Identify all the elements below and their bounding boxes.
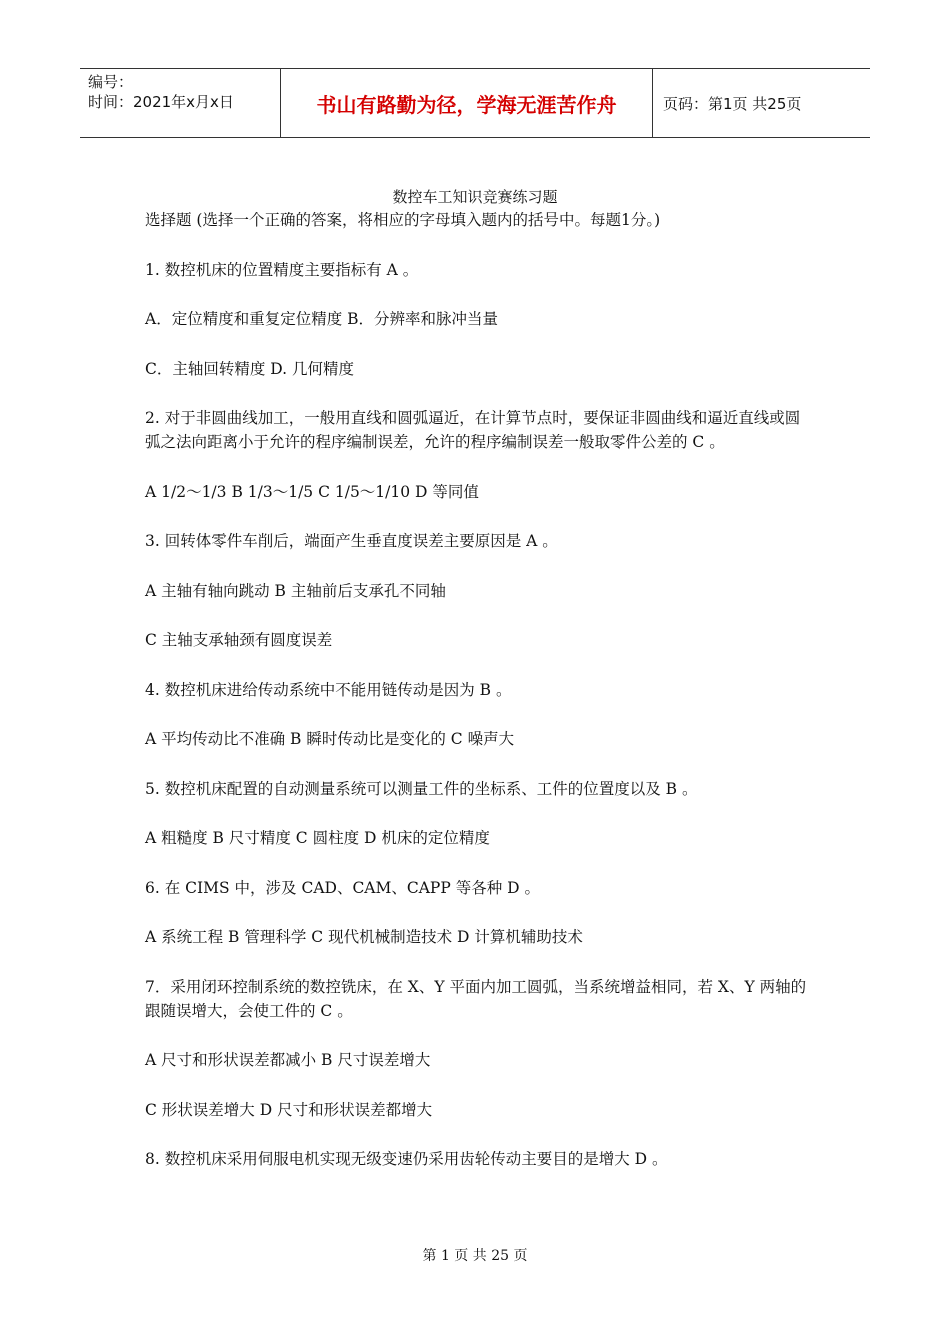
header-motto: 书山有路勤为径，学海无涯苦作舟 xyxy=(281,69,653,137)
paragraph: C 主轴支承轴颈有圆度误差 xyxy=(145,631,333,649)
paragraph: 6. 在 CIMS 中，涉及 CAD、CAM、CAPP 等各种 D 。 xyxy=(145,878,540,897)
paragraph: A 平均传动比不准确 B 瞬时传动比是变化的 C 噪声大 xyxy=(145,730,515,748)
paragraph: 5. 数控机床配置的自动测量系统可以测量工件的坐标系、工件的位置度以及 B 。 xyxy=(145,779,698,798)
paragraph: C．主轴回转精度 D. 几何精度 xyxy=(145,359,355,378)
paragraph: 1. 数控机床的位置精度主要指标有 A 。 xyxy=(145,260,419,279)
paragraph: 3. 回转体零件车削后，端面产生垂直度误差主要原因是 A 。 xyxy=(145,532,558,550)
time-label: 时间：2021年x月x日 xyxy=(88,93,234,111)
paragraph: 7．采用闭环控制系统的数控铣床，在 X、Y 平面内加工圆弧，当系统增益相同，若 X、Y 两轴的跟随误增大，会使工件的 C 。 xyxy=(145,977,807,1020)
paragraph: A 主轴有轴向跳动 B 主轴前后支承孔不同轴 xyxy=(145,581,446,600)
paragraph: A 系统工程 B 管理科学 C 现代机械制造技术 D 计算机辅助技术 xyxy=(145,928,583,946)
header-page-label: 页码：第1页 共25页 xyxy=(663,94,802,113)
paragraph: 4. 数控机床进给传动系统中不能用链传动是因为 B 。 xyxy=(145,680,512,699)
paragraph: 2. 对于非圆曲线加工，一般用直线和圆弧逼近，在计算节点时，要保证非圆曲线和逼近直线或圆弧之法向距离小于允许的程序编制误差，允许的程序编制误差一般取零件公差的 C 。 xyxy=(145,409,801,451)
paragraph: A 尺寸和形状误差都减小 B 尺寸误差增大 xyxy=(145,1051,431,1069)
document-title: 数控车工知识竞赛练习题 xyxy=(392,188,558,206)
number-label: 编号： xyxy=(88,73,134,91)
paragraph: C 形状误差增大 D 尺寸和形状误差都增大 xyxy=(145,1100,433,1119)
paragraph: 8. 数控机床采用伺服电机实现无级变速仍采用齿轮传动主要目的是增大 D 。 xyxy=(145,1150,668,1168)
intro-text: 选择题 (选择一个正确的答案，将相应的字母填入题内的括号中。每题1分。) xyxy=(145,211,661,229)
paragraph: A 1/2～1/3 B 1/3～1/5 C 1/5～1/10 D 等同值 xyxy=(145,482,479,501)
page-footer: 第 1 页 共 25 页 xyxy=(422,1248,528,1264)
paragraph: A．定位精度和重复定位精度 B．分辨率和脉冲当量 xyxy=(145,310,499,328)
document-body xyxy=(145,208,813,1197)
page-header xyxy=(80,68,870,138)
paragraph: A 粗糙度 B 尺寸精度 C 圆柱度 D 机床的定位精度 xyxy=(145,829,490,847)
header-meta xyxy=(80,69,281,137)
